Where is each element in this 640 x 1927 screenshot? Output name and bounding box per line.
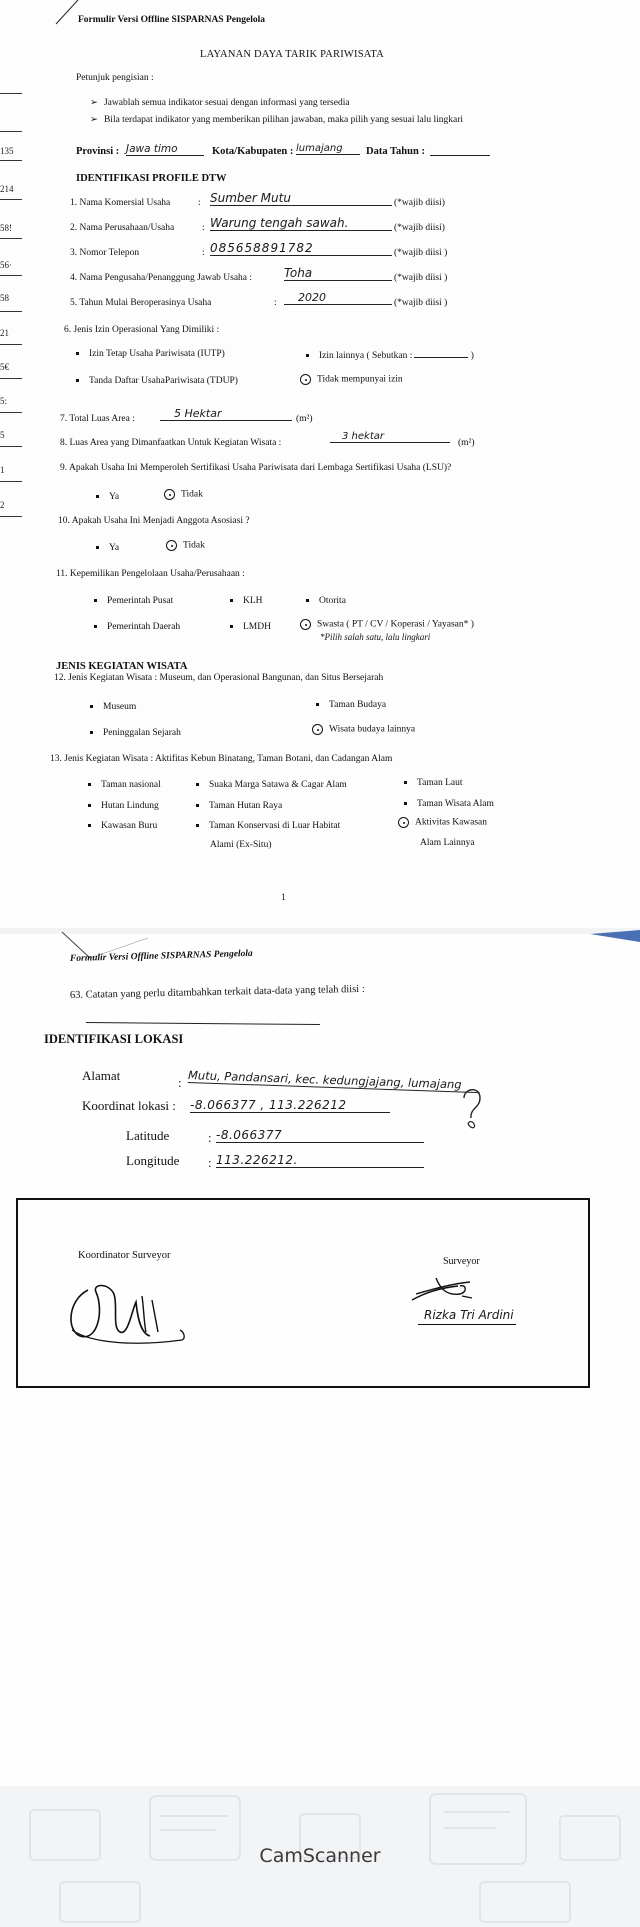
bullet [196, 824, 199, 827]
circled-selection-icon [398, 817, 409, 828]
bullet [316, 703, 319, 706]
margin-number: 58! [0, 223, 12, 233]
q13-option[interactable]: Taman Hutan Raya [196, 801, 282, 811]
circled-selection-icon [300, 619, 311, 630]
required-note: (*wajib diisi ) [394, 273, 448, 283]
margin-number: 58 [0, 293, 9, 303]
q6-option-tdup[interactable]: Tanda Daftar UsahaPariwisata (TDUP) [76, 376, 238, 386]
provinsi-field[interactable]: Jawa timo [126, 143, 204, 156]
provinsi-label: Provinsi : [76, 146, 120, 157]
form-title: LAYANAN DAYA TARIK PARIWISATA [200, 49, 384, 60]
bullet [76, 352, 79, 355]
q9-option-yes[interactable]: Ya [96, 492, 119, 502]
colon: : [274, 298, 277, 308]
swasta-note: *Pilih salah satu, lalu lingkari [320, 632, 431, 642]
q13-option[interactable]: Taman nasional [88, 780, 161, 790]
form-header: Formulir Versi Offline SISPARNAS Pengelola [78, 15, 266, 25]
q12-option-museum[interactable]: Museum [90, 702, 136, 712]
arrow-right-icon: ➢ [90, 98, 98, 108]
q6-option-iutp[interactable]: Izin Tetap Usaha Pariwisata (IUTP) [76, 349, 225, 359]
q13-option[interactable]: Taman Wisata Alam [404, 799, 494, 809]
bullet [306, 599, 309, 602]
profile-heading: IDENTIFIKASI PROFILE DTW [76, 173, 227, 184]
longitude-label: Longitude [126, 1153, 180, 1168]
margin-tick [0, 516, 22, 517]
colon: : [208, 1130, 212, 1145]
data-tahun-label: Data Tahun : [366, 146, 425, 157]
penanggung-jawab-field[interactable]: Toha [284, 266, 392, 281]
nama-komersial-field[interactable]: Sumber Mutu [210, 191, 392, 206]
bullet [96, 495, 99, 498]
profile-label-4: 4. Nama Pengusaha/Penanggung Jawab Usaha : [70, 273, 253, 283]
form-header: Formulir Versi Offline SISPARNAS Pengelola [69, 948, 253, 964]
margin-number: 21 [0, 328, 9, 338]
circled-selection-icon [300, 374, 311, 385]
q11-option-lmdh[interactable]: LMDH [230, 622, 271, 632]
koordinat-field[interactable]: -8.066377 , 113.226212 [190, 1098, 390, 1113]
page-number: 1 [281, 893, 286, 903]
tahun-operasi-field[interactable]: 2020 [284, 291, 392, 305]
koordinator-label: Koordinator Surveyor [78, 1250, 171, 1261]
kota-field[interactable]: lumajang [296, 143, 360, 155]
latitude-field[interactable]: -8.066377 [216, 1128, 424, 1143]
bullet [196, 804, 199, 807]
luas-wisata-field[interactable]: 3 hektar [330, 431, 450, 443]
jenis-kegiatan-heading: JENIS KEGIATAN WISATA [56, 661, 188, 672]
q10-option-no-selected[interactable]: Tidak [166, 540, 205, 551]
bullet [94, 599, 97, 602]
q11-label: 11. Kepemilikan Pengelolaan Usaha/Perusahaan : [56, 569, 245, 579]
bullet [230, 599, 233, 602]
colon: : [202, 248, 205, 258]
q10-label: 10. Apakah Usaha Ini Menjadi Anggota Asosiasi ? [58, 516, 250, 526]
nomor-telepon-field[interactable]: 085658891782 [210, 241, 392, 256]
circled-selection-icon [164, 489, 175, 500]
margin-number: 5 [0, 430, 5, 440]
required-note: (*wajib diisi ) [394, 298, 448, 308]
koordinat-label: Koordinat lokasi : [82, 1098, 176, 1113]
q12-option-lainnya-selected[interactable]: Wisata budaya lainnya [312, 724, 415, 735]
lokasi-heading: IDENTIFIKASI LOKASI [44, 1032, 184, 1046]
q11-option-daerah[interactable]: Pemerintah Daerah [94, 622, 180, 632]
q13-option[interactable]: Suaka Marga Satawa & Cagar Alam [196, 780, 347, 790]
bullet [88, 824, 91, 827]
colon: : [178, 1075, 182, 1090]
alamat-label: Alamat [82, 1068, 121, 1083]
margin-tick [0, 238, 22, 239]
q7-label: 7. Total Luas Area : [60, 414, 135, 424]
q11-option-swasta-selected[interactable]: Swasta ( PT / CV / Koperasi / Yayasan* ) [300, 619, 474, 630]
margin-tick [0, 344, 22, 345]
q63-label: 63. Catatan yang perlu ditambahkan terkait data-data yang telah diisi : [69, 983, 365, 1001]
arrow-right-icon: ➢ [90, 115, 98, 125]
q6-label: 6. Jenis Izin Operasional Yang Dimiliki : [64, 325, 220, 335]
q7-unit: (m²) [296, 414, 313, 424]
camscanner-brand: CamScanner [259, 1845, 381, 1867]
q13-option-continuation: Alami (Ex-Situ) [210, 840, 272, 850]
page-corner-fold-mark [40, 0, 80, 26]
instruction-2: ➢ Bila terdapat indikator yang memberikan pilihan jawaban, maka pilih yang sesuai lalu lingkari [90, 115, 464, 125]
profile-label-5: 5. Tahun Mulai Beroperasinya Usaha [70, 298, 212, 308]
data-tahun-field[interactable] [430, 145, 490, 156]
q13-option[interactable]: Hutan Lindung [88, 801, 159, 811]
margin-tick [0, 160, 22, 161]
q12-option-taman-budaya[interactable]: Taman Budaya [316, 700, 386, 710]
kota-label: Kota/Kabupaten : [212, 146, 294, 157]
margin-number: 2 [0, 500, 5, 510]
colon: : [208, 1155, 212, 1170]
margin-tick [0, 446, 22, 447]
margin-tick [0, 481, 22, 482]
q10-option-yes[interactable]: Ya [96, 543, 119, 553]
colon: : [202, 223, 205, 233]
required-note: (*wajib diisi ) [394, 248, 448, 258]
q13-option[interactable]: Kawasan Buru [88, 821, 157, 831]
margin-tick [0, 311, 22, 312]
bullet [90, 705, 93, 708]
signature-box [16, 1198, 590, 1388]
bullet [94, 625, 97, 628]
q11-option-klh[interactable]: KLH [230, 596, 263, 606]
bullet [88, 804, 91, 807]
bullet [88, 783, 91, 786]
q9-option-no-selected[interactable]: Tidak [164, 489, 203, 500]
handwritten-question-mark [458, 1086, 488, 1134]
q13-option-aktivitas-selected[interactable]: Aktivitas Kawasan [398, 817, 487, 828]
koordinator-signature[interactable] [58, 1270, 198, 1350]
q9-label: 9. Apakah Usaha Ini Memperoleh Sertifikasi Usaha Pariwisata dari Lembaga Sertifikasi Usaha (LSU)? [60, 463, 452, 473]
q12-label: 12. Jenis Kegiatan Wisata : Museum, dan Operasional Bangunan, dan Situs Bersejarah [54, 673, 384, 683]
margin-number: 5: [0, 396, 8, 406]
q13-option[interactable]: Taman Konservasi di Luar Habitat [196, 821, 340, 831]
bullet [96, 546, 99, 549]
margin-number: 135 [0, 146, 14, 156]
surveyor-name: Rizka Tri Ardini [418, 1308, 516, 1325]
bullet [90, 731, 93, 734]
bullet [306, 354, 309, 357]
total-luas-field[interactable]: 5 Hektar [160, 407, 292, 421]
instruction-1: ➢ Jawablah semua indikator sesuai dengan informasi yang tersedia [90, 98, 350, 108]
bullet [196, 783, 199, 786]
margin-number: 56· [0, 260, 12, 270]
page-edge-mark [590, 930, 640, 946]
margin-tick [0, 275, 22, 276]
form-page-1 [0, 0, 640, 928]
bullet [76, 379, 79, 382]
nama-perusahaan-field[interactable]: Warung tengah sawah. [210, 216, 392, 231]
q8-unit: (m²) [458, 438, 475, 448]
latitude-label: Latitude [126, 1128, 170, 1143]
margin-number: 5€ [0, 362, 9, 372]
required-note: (*wajib diisi) [394, 223, 445, 233]
q13-option-continuation: Alam Lainnya [420, 838, 475, 848]
required-note: (*wajib diisi) [394, 198, 445, 208]
margin-tick [0, 412, 22, 413]
margin-tick [0, 199, 22, 200]
q13-label: 13. Jenis Kegiatan Wisata : Aktifitas Kebun Binatang, Taman Botani, dan Cadangan Alam [50, 754, 393, 764]
margin-tick [0, 378, 22, 379]
surveyor-signature[interactable] [406, 1274, 490, 1310]
q6-option-none-selected[interactable]: Tidak mempunyai izin [300, 374, 403, 385]
izin-lainnya-field[interactable] [414, 349, 468, 358]
q11-option-pusat[interactable]: Pemerintah Pusat [94, 596, 173, 606]
bullet [404, 781, 407, 784]
camscanner-footer [0, 1786, 640, 1927]
circled-selection-icon [312, 724, 323, 735]
bullet [404, 802, 407, 805]
profile-label-1: 1. Nama Komersial Usaha [70, 198, 171, 208]
surveyor-label: Surveyor [443, 1256, 480, 1267]
q6-option-lainnya[interactable]: Izin lainnya ( Sebutkan : ) [306, 349, 474, 361]
alamat-field[interactable]: Mutu, Pandansari, kec. kedungjajang, lumajang [188, 1068, 480, 1093]
q13-option[interactable]: Taman Laut [404, 778, 463, 788]
margin-number: 1 [0, 465, 5, 475]
q8-label: 8. Luas Area yang Dimanfaatkan Untuk Kegiatan Wisata : [60, 438, 282, 448]
instructions-label: Petunjuk pengisian : [76, 73, 154, 83]
profile-label-3: 3. Nomor Telepon [70, 248, 140, 258]
circled-selection-icon [166, 540, 177, 551]
profile-label-2: 2. Nama Perusahaan/Usaha [70, 223, 175, 233]
q12-option-sejarah[interactable]: Peninggalan Sejarah [90, 728, 181, 738]
bullet [230, 625, 233, 628]
longitude-field[interactable]: 113.226212. [216, 1153, 424, 1168]
colon: : [198, 198, 201, 208]
q11-option-otorita[interactable]: Otorita [306, 596, 346, 606]
catatan-field[interactable] [86, 1013, 320, 1025]
margin-number: 214 [0, 184, 14, 194]
margin-tick [0, 131, 22, 132]
margin-tick [0, 93, 22, 94]
